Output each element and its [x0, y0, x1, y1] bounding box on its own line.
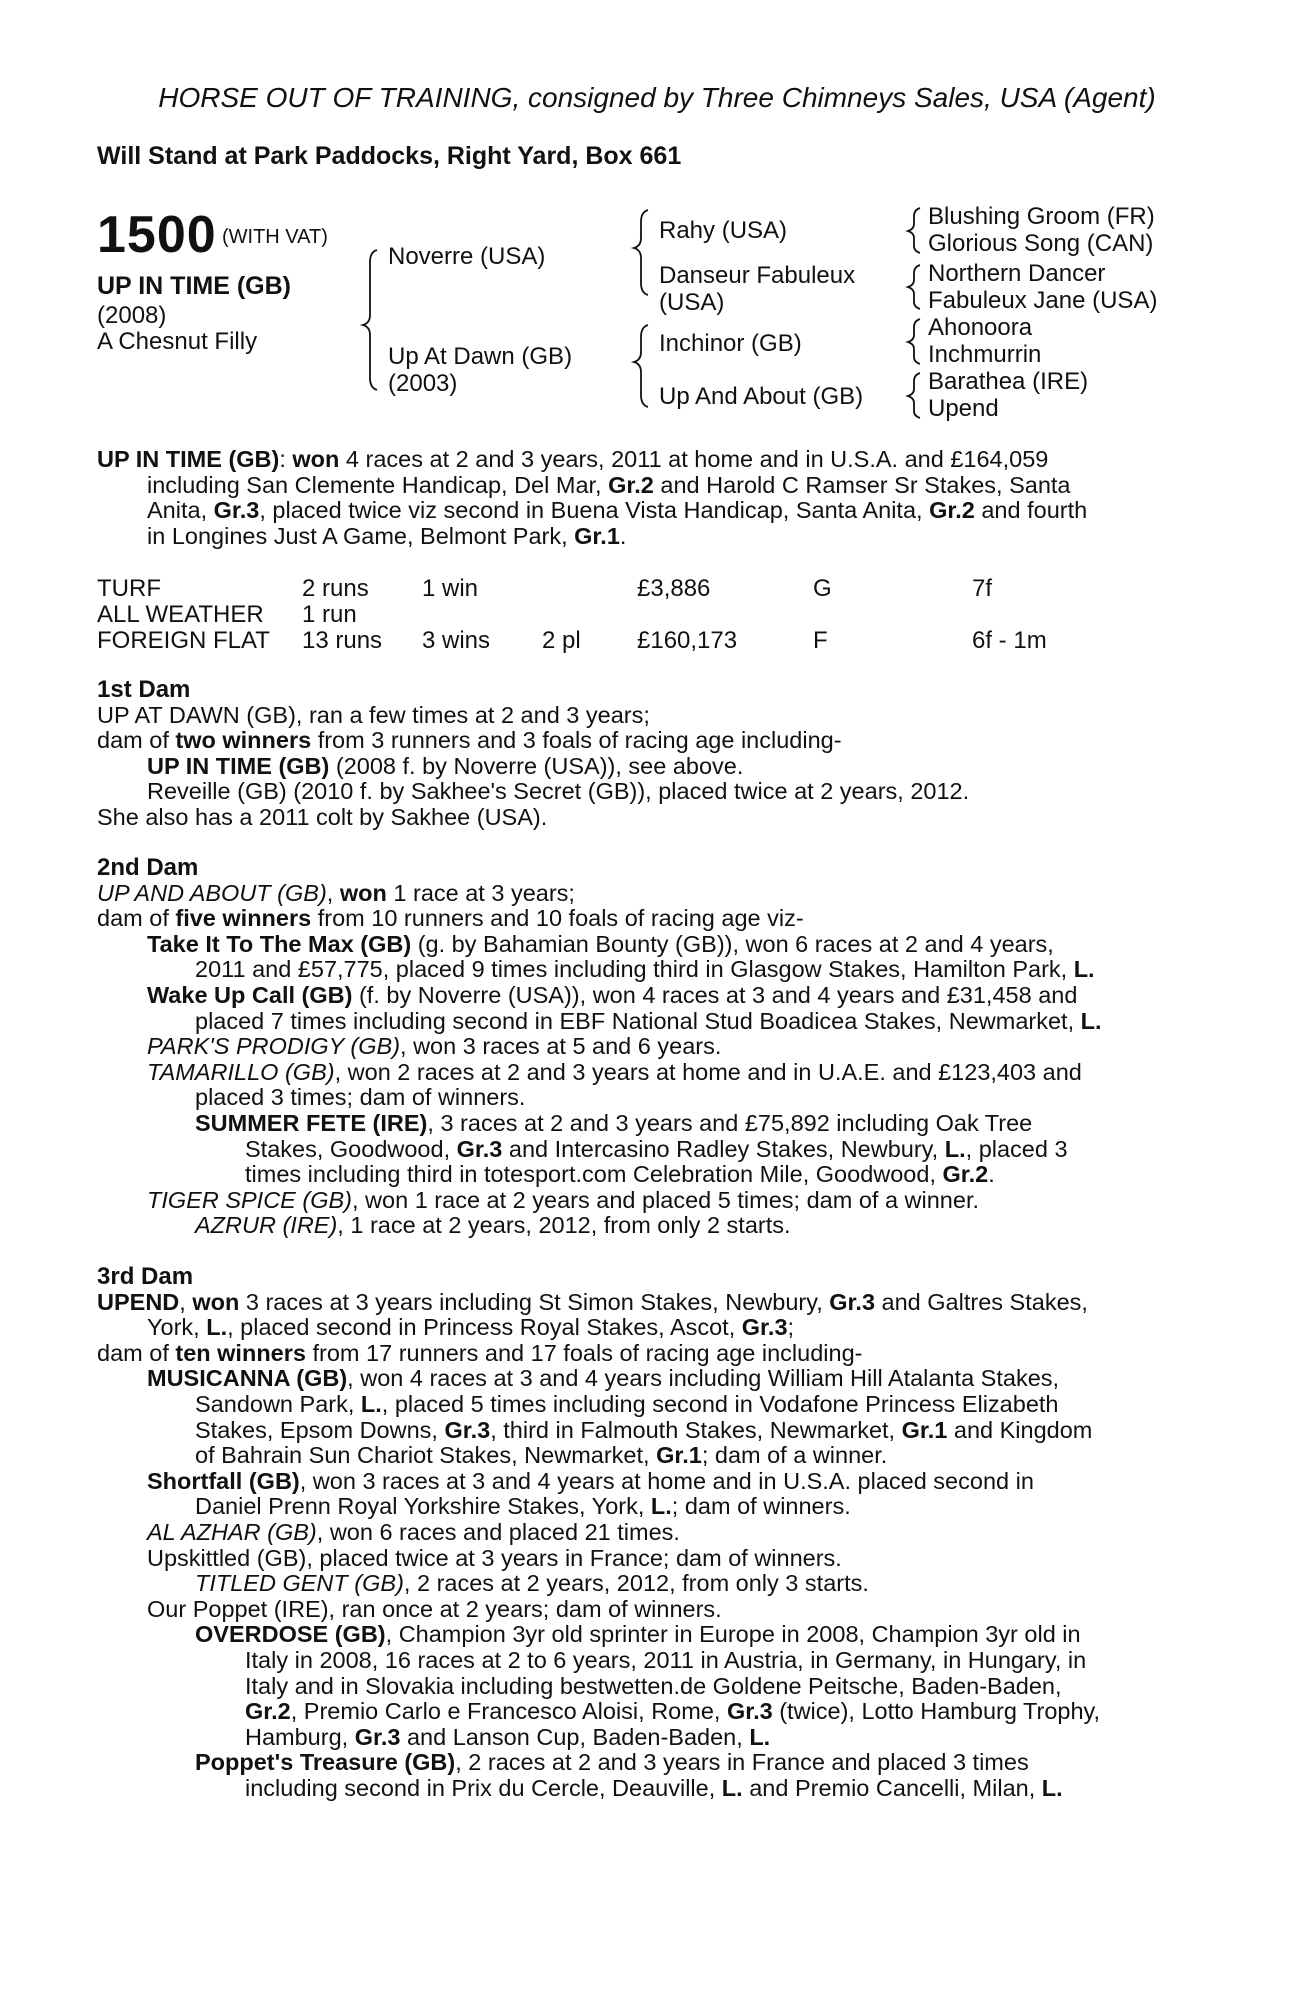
- stats-wins: 1 win: [422, 575, 479, 602]
- dam-text: , 2 races at 2 and 3 years in France and placed 3 times: [455, 1749, 1029, 1776]
- dam-text: dam of: [97, 905, 176, 932]
- dam-text: of Bahrain Sun Chariot Stakes, Newmarket,: [195, 1442, 657, 1469]
- dam-text: Hamburg,: [245, 1723, 355, 1750]
- stats-wins: 3 wins: [422, 627, 491, 654]
- listed-badge: L.: [206, 1314, 228, 1341]
- offspring-name: OVERDOSE (GB): [195, 1621, 386, 1648]
- pedigree-sire-dam-country: (USA): [659, 289, 725, 316]
- dam-text: 1 race at 3 years;: [386, 879, 575, 906]
- summary-text: and fourth: [974, 497, 1088, 524]
- dam-text: and Lanson Cup, Baden-Baden,: [400, 1723, 750, 1750]
- offspring-name: AZRUR (IRE): [195, 1212, 338, 1239]
- dam-text: Reveille (GB) (2010 f. by Sakhee's Secret (GB)), placed twice at 2 years, 2012.: [147, 778, 970, 805]
- pedigree-g6: Inchmurrin: [928, 341, 1042, 368]
- brace-g3: [908, 319, 920, 364]
- offspring-name: SUMMER FETE (IRE): [195, 1109, 428, 1136]
- vat-label: (WITH VAT): [222, 226, 328, 248]
- dam-text: (g. by Bahamian Bounty (GB)), won 6 races at 2 and 4 years,: [411, 930, 1054, 957]
- dam-text: 2011 and £57,775, placed 9 times including third in Glasgow Stakes, Hamilton Park,: [195, 956, 1074, 983]
- stats-distance: 6f - 1m: [972, 627, 1047, 654]
- horse-year: (2008): [97, 302, 167, 329]
- stats-going: F: [813, 627, 828, 654]
- stats-surface: TURF: [97, 575, 161, 602]
- race-summary: UP IN TIME (GB): won 4 races at 2 and 3 years, 2011 at home and in U.S.A. and £164,059 including San Clemente Handicap, Del Mar, Gr.2 and Harold C Ramser Sr Stakes, Santa Anita, Gr.3, placed twice viz second in Buena Vista Handicap, Santa Anita, Gr.2 and fourth in Longines Just A Game, Belmont Park, Gr.1.: [97, 446, 1088, 549]
- pedigree-sire-dam: Danseur Fabuleux: [659, 262, 856, 289]
- dam-text: (2008 f. by Noverre (USA)), see above.: [329, 752, 744, 779]
- listed-badge: L.: [721, 1774, 743, 1801]
- pedigree-g2: Glorious Song (CAN): [928, 230, 1154, 257]
- offspring-name: AL AZHAR (GB): [147, 1518, 317, 1545]
- dam-text: , won 4 races at 3 and 4 years including William Hill Atalanta Stakes,: [347, 1365, 1060, 1392]
- grade-badge: Gr.3: [354, 1723, 401, 1750]
- dam-text: from 3 runners and 3 foals of racing age including-: [311, 727, 842, 754]
- dam-text: dam of: [97, 727, 176, 754]
- summary-won: won: [292, 446, 340, 472]
- dam-text: dam of: [97, 1339, 176, 1366]
- summary-text: 4 races at 2 and 3 years, 2011 at home and in U.S.A. and £164,059: [339, 446, 1049, 472]
- pedigree-g4: Fabuleux Jane (USA): [928, 287, 1158, 314]
- stats-runs: 2 runs: [302, 575, 369, 602]
- grade-badge: Gr.3: [456, 1135, 503, 1162]
- summary-text: and Harold C Ramser Sr Stakes, Santa: [653, 471, 1071, 498]
- stats-surface: ALL WEATHER: [97, 601, 264, 628]
- brace-sire-dam: [363, 250, 377, 390]
- grade-badge: Gr.3: [741, 1314, 788, 1341]
- dam-text: Sandown Park,: [195, 1390, 361, 1417]
- winners-count: two winners: [175, 727, 312, 754]
- dam-text: Italy in 2008, 16 races at 2 to 6 years, 2011 in Austria, in Germany, in Hungary, in: [245, 1646, 1087, 1673]
- dam-text: , 3 races at 2 and 3 years and £75,892 including Oak Tree: [427, 1109, 1033, 1136]
- winners-count: ten winners: [175, 1339, 306, 1366]
- first-dam-section: [97, 677, 1203, 831]
- pedigree-dam: Up At Dawn (GB): [388, 343, 573, 370]
- dam-text: ; dam of a winner.: [701, 1442, 888, 1469]
- dam-text: and Intercasino Radley Stakes, Newbury,: [502, 1135, 945, 1162]
- dam-text: UP AT DAWN (GB), ran a few times at 2 and 3 years;: [97, 701, 650, 728]
- offspring-name: UP IN TIME (GB): [147, 752, 330, 779]
- won-label: won: [192, 1288, 240, 1315]
- dam-text: (twice), Lotto Hamburg Trophy,: [772, 1698, 1101, 1725]
- offspring-name: Shortfall (GB): [147, 1467, 300, 1494]
- third-dam-section: [97, 1264, 1203, 1801]
- horse-name: UP IN TIME (GB): [97, 272, 291, 300]
- brace-dam: [634, 325, 648, 407]
- offspring-name: TITLED GENT (GB): [195, 1570, 404, 1597]
- pedigree-dam-sire: Inchinor (GB): [659, 330, 802, 357]
- dam-text: , won 3 races at 5 and 6 years.: [400, 1033, 722, 1060]
- brace-sire: [634, 210, 648, 295]
- pedigree-sire-sire: Rahy (USA): [659, 217, 788, 244]
- dam-text: Upskittled (GB), placed twice at 3 years in France; dam of winners.: [147, 1544, 842, 1571]
- stand-location: Will Stand at Park Paddocks, Right Yard, Box 661: [97, 142, 682, 170]
- won-label: won: [339, 879, 387, 906]
- brace-g4: [908, 373, 920, 418]
- dam-text: Stakes, Goodwood,: [245, 1135, 457, 1162]
- grade-badge: Gr.2: [245, 1698, 291, 1725]
- dam-text: York,: [147, 1314, 207, 1341]
- stats-runs: 13 runs: [302, 627, 383, 654]
- offspring-name: Take It To The Max (GB): [147, 930, 412, 957]
- pedigree-g1: Blushing Groom (FR): [928, 203, 1155, 230]
- dam-text: , placed second in Princess Royal Stakes, Ascot,: [227, 1314, 742, 1341]
- pedigree-dam-year: (2003): [388, 370, 458, 397]
- listed-badge: L.: [749, 1723, 771, 1750]
- dam-text: , won 1 race at 2 years and placed 5 times; dam of a winner.: [352, 1186, 980, 1213]
- dam-text: placed 3 times; dam of winners.: [195, 1084, 526, 1111]
- dam-text: from 10 runners and 10 foals of racing age viz-: [311, 905, 804, 932]
- grade-badge: Gr.2: [929, 497, 975, 524]
- grade-badge: Gr.3: [726, 1698, 773, 1725]
- dam-text: ,: [326, 879, 340, 906]
- listed-badge: L.: [944, 1135, 966, 1162]
- summary-horse-name: UP IN TIME (GB): [97, 446, 280, 472]
- dam-text: She also has a 2011 colt by Sakhee (USA).: [97, 803, 548, 830]
- dam-text: Italy and in Slovakia including bestwetten.de Goldene Peitsche, Baden-Baden,: [245, 1672, 1062, 1699]
- dam-text: and Galtres Stakes,: [875, 1288, 1088, 1315]
- offspring-name: TAMARILLO (GB): [147, 1058, 335, 1085]
- pedigree-g5: Ahonoora: [928, 314, 1033, 341]
- listed-badge: L.: [650, 1493, 672, 1520]
- stats-surface: FOREIGN FLAT: [97, 627, 270, 654]
- brace-g2: [908, 265, 920, 309]
- offspring-name: PARK'S PRODIGY (GB): [147, 1033, 401, 1060]
- grade-badge: Gr.1: [574, 522, 620, 549]
- offspring-name: Poppet's Treasure (GB): [195, 1749, 456, 1776]
- summary-text: including San Clemente Handicap, Del Mar,: [147, 471, 609, 498]
- dam-text: , placed 5 times including second in Vodafone Princess Elizabeth: [381, 1390, 1059, 1417]
- dam-text: Daniel Prenn Royal Yorkshire Stakes, York,: [195, 1493, 651, 1520]
- dam-text: , placed 3: [965, 1135, 1068, 1162]
- dam-text: from 17 runners and 17 foals of racing age including-: [305, 1339, 863, 1366]
- second-dam-section: [97, 855, 1203, 1239]
- dam-text: , won 3 races at 3 and 4 years at home and in U.S.A. placed second in: [299, 1467, 1034, 1494]
- offspring-name: TIGER SPICE (GB): [147, 1186, 352, 1213]
- stats-placed: 2 pl: [542, 627, 581, 654]
- page-header: HORSE OUT OF TRAINING, consigned by Three Chimneys Sales, USA (Agent): [158, 82, 1156, 113]
- stats-going: G: [813, 575, 832, 602]
- pedigree-g7: Barathea (IRE): [928, 368, 1089, 395]
- summary-text: , placed twice viz second in Buena Vista Handicap, Santa Anita,: [259, 497, 930, 524]
- grade-badge: Gr.2: [608, 471, 654, 498]
- listed-badge: L.: [360, 1390, 382, 1417]
- dam-text: placed 7 times including second in EBF National Stud Boadicea Stakes, Newmarket,: [195, 1007, 1081, 1034]
- dam-name: UPEND: [97, 1288, 180, 1315]
- offspring-name: MUSICANNA (GB): [147, 1365, 348, 1392]
- dam-text: , won 6 races and placed 21 times.: [316, 1518, 680, 1545]
- dam-name: UP AND ABOUT (GB): [97, 879, 327, 906]
- lot-number: 1500: [97, 206, 217, 264]
- dam-text: ,: [179, 1288, 193, 1315]
- section-title: 2nd Dam: [97, 854, 199, 881]
- dam-text: and Premio Cancelli, Milan,: [742, 1774, 1042, 1801]
- grade-badge: Gr.3: [444, 1416, 491, 1443]
- section-title: 1st Dam: [97, 676, 191, 703]
- pedigree-dam-dam: Up And About (GB): [659, 383, 864, 410]
- dam-text: .: [988, 1161, 995, 1188]
- listed-badge: L.: [1080, 1007, 1102, 1034]
- grade-badge: Gr.3: [829, 1288, 876, 1315]
- grade-badge: Gr.2: [942, 1161, 989, 1188]
- listed-badge: L.: [1073, 956, 1095, 983]
- horse-description: A Chesnut Filly: [97, 328, 258, 355]
- dam-text: , 1 race at 2 years, 2012, from only 2 starts.: [337, 1212, 791, 1239]
- dam-text: and Kingdom: [947, 1416, 1093, 1443]
- dam-text: ; dam of winners.: [671, 1493, 851, 1520]
- offspring-name: Wake Up Call (GB): [147, 981, 353, 1008]
- dam-text: ;: [787, 1314, 795, 1341]
- stats-distance: 7f: [972, 575, 993, 602]
- winners-count: five winners: [175, 905, 312, 932]
- pedigree-g8: Upend: [928, 395, 999, 422]
- dam-text: , third in Falmouth Stakes, Newmarket,: [490, 1416, 902, 1443]
- dam-text: , Champion 3yr old sprinter in Europe in 2008, Champion 3yr old in: [385, 1621, 1081, 1648]
- pedigree-sire: Noverre (USA): [388, 243, 546, 270]
- dam-text: , 2 races at 2 years, 2012, from only 3 starts.: [403, 1570, 869, 1597]
- grade-badge: Gr.1: [656, 1442, 702, 1469]
- section-title: 3rd Dam: [97, 1263, 194, 1290]
- summary-text: .: [619, 522, 627, 549]
- listed-badge: L.: [1041, 1774, 1063, 1801]
- grade-badge: Gr.1: [901, 1416, 948, 1443]
- stats-prize: £3,886: [637, 575, 711, 602]
- stats-prize: £160,173: [637, 627, 738, 654]
- dam-text: (f. by Noverre (USA)), won 4 races at 3 and 4 years and £31,458 and: [352, 981, 1078, 1008]
- brace-g1: [908, 208, 920, 253]
- grade-badge: Gr.3: [213, 497, 260, 524]
- dam-text: including second in Prix du Cercle, Deauville,: [245, 1774, 722, 1801]
- dam-text: , Premio Carlo e Francesco Aloisi, Rome,: [290, 1698, 727, 1725]
- summary-text: Anita,: [147, 497, 214, 524]
- dam-text: , won 2 races at 2 and 3 years at home and in U.A.E. and £123,403 and: [334, 1058, 1082, 1085]
- stats-runs: 1 run: [302, 601, 357, 628]
- pedigree-g3: Northern Dancer: [928, 260, 1106, 287]
- dam-text: Our Poppet (IRE), ran once at 2 years; dam of winners.: [147, 1595, 722, 1622]
- dam-text: times including third in totesport.com Celebration Mile, Goodwood,: [245, 1161, 943, 1188]
- dam-text: 3 races at 3 years including St Simon Stakes, Newbury,: [239, 1288, 830, 1315]
- dam-text: Stakes, Epsom Downs,: [195, 1416, 445, 1443]
- summary-text: in Longines Just A Game, Belmont Park,: [147, 522, 575, 549]
